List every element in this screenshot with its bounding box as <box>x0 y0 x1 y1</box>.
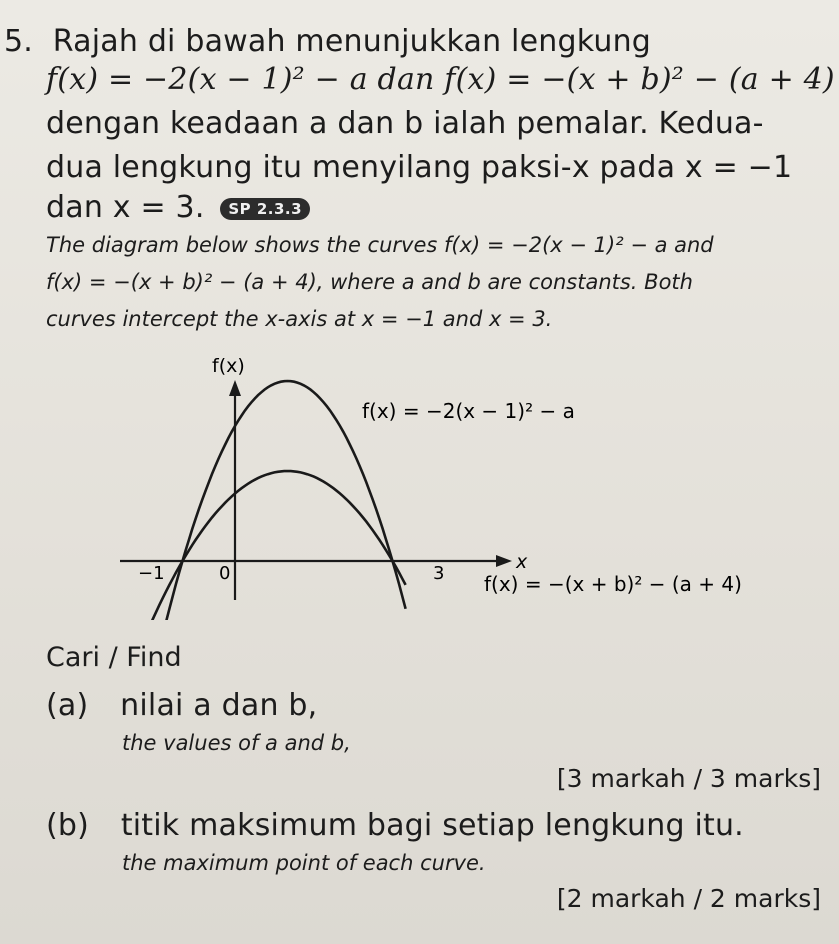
question-malay-line-4: dua lengkung itu menyilang paksi-x pada x = −1 <box>46 150 793 185</box>
part-a-label: (a) <box>46 688 89 723</box>
question-malay-line-3: dengan keadaan a dan b ialah pemalar. Kedua- <box>46 106 764 141</box>
curve-1-label: f(x) = −2(x − 1)² − a <box>362 399 575 423</box>
question-malay-line-5: dan x = 3. SP 2.3.3 <box>46 190 310 225</box>
part-b-malay: (b) titik maksimum bagi setiap lengkung itu. <box>46 808 744 843</box>
question-malay-line-1: 5. Rajah di bawah menunjukkan lengkung <box>4 24 652 59</box>
part-b-label: (b) <box>46 808 90 843</box>
right-intercept-label: 3 <box>433 563 445 584</box>
part-a-english: the values of a and b, <box>122 731 351 755</box>
y-axis-label: f(x) <box>212 355 245 377</box>
question-english-line-1: The diagram below shows the curves f(x) = −2(x − 1)² − a and <box>46 233 714 257</box>
left-intercept-label: −1 <box>138 563 165 584</box>
part-a-marks: [3 markah / 3 marks] <box>556 764 821 793</box>
question-english-line-2: f(x) = −(x + b)² − (a + 4), where a and b are constants. Both <box>46 270 693 294</box>
syllabus-badge: SP 2.3.3 <box>220 198 310 220</box>
origin-label: 0 <box>219 563 231 584</box>
question-english-line-3: curves intercept the x-axis at x = −1 and x = 3. <box>46 307 553 331</box>
curve-2-line <box>143 471 406 620</box>
part-b-marks: [2 markah / 2 marks] <box>556 884 821 913</box>
question-malay-line-2: f(x) = −2(x − 1)² − a dan f(x) = −(x + b)² − (a + 4) <box>46 62 835 97</box>
find-heading: Cari / Find <box>46 642 182 673</box>
question-number: 5. <box>4 24 34 59</box>
y-axis-arrowhead <box>229 380 241 396</box>
x-axis-arrowhead <box>496 555 512 567</box>
curves-diagram <box>0 350 839 620</box>
part-b-english: the maximum point of each curve. <box>122 851 486 875</box>
x-axis-label: x <box>516 551 528 573</box>
curve-2-label: f(x) = −(x + b)² − (a + 4) <box>484 572 742 596</box>
part-a-malay: (a) nilai a dan b, <box>46 688 318 723</box>
